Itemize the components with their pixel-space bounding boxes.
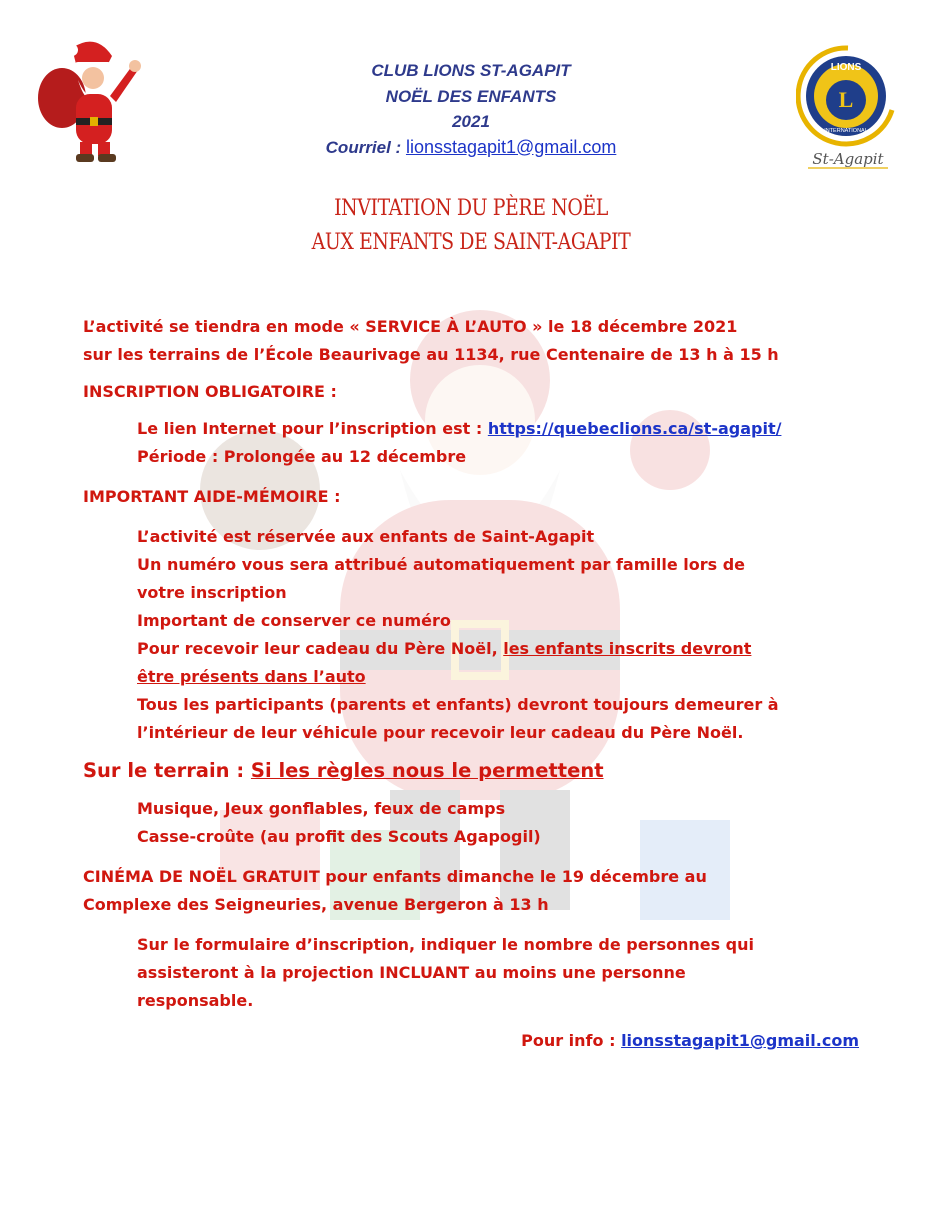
logo-letter: L bbox=[838, 87, 854, 112]
terrain-item-2: Casse-croûte (au profit des Scouts Agapogil) bbox=[137, 827, 541, 846]
santa-claus-icon bbox=[36, 36, 142, 164]
aide-memoire-item-2b: votre inscription bbox=[137, 583, 287, 602]
terrain-heading bbox=[83, 756, 873, 786]
terrain-heading-label: Sur le terrain : bbox=[83, 759, 245, 782]
inscription-link[interactable]: https://quebeclions.ca/st-agapit/ bbox=[487, 419, 782, 438]
inscription-link-label: Le lien Internet pour l’inscription est bbox=[137, 419, 471, 438]
intro-line-2: sur les terrains de l’École Beaurivage au 1134, rue Centenaire de 13 h à 15 h bbox=[83, 345, 779, 364]
cinema-note-1: Sur le formulaire d’inscription, indiquer le nombre de personnes qui bbox=[137, 935, 755, 954]
cinema-line-2: Complexe des Seigneuries, avenue Bergeron à 13 h bbox=[83, 895, 549, 914]
logo-signature: St-Agapit bbox=[812, 150, 884, 168]
cinema-line-1: CINÉMA DE NOËL GRATUIT pour enfants dimanche le 19 décembre au bbox=[83, 867, 707, 886]
terrain-heading-underline: Si les règles nous le permettent bbox=[250, 759, 604, 782]
event-year: 2021 bbox=[452, 112, 490, 131]
footer-email-link[interactable]: lionsstagapit1@gmail.com bbox=[621, 1031, 859, 1050]
aide-memoire-item-5a: Tous les participants (parents et enfants) devront toujours demeurer à bbox=[137, 695, 779, 714]
aide-memoire-heading: IMPORTANT AIDE-MÉMOIRE : bbox=[83, 487, 341, 506]
cinema-note-2: assisteront à la projection INCLUANT au moins une personne bbox=[137, 963, 686, 982]
logo-lions-text: LIONS bbox=[830, 62, 862, 73]
aide-memoire-item-4-underline-2: être présents dans l’auto bbox=[137, 667, 366, 686]
email-label: Courriel : bbox=[325, 137, 402, 157]
aide-memoire-item-4-underline: les enfants inscrits devront bbox=[503, 639, 752, 658]
inscription-link-line bbox=[137, 415, 873, 443]
title-line-1: INVITATION DU PÈRE NOËL bbox=[334, 196, 608, 221]
lions-club-logo bbox=[796, 44, 900, 174]
event-name: NOËL DES ENFANTS bbox=[385, 86, 557, 106]
title-line-2: AUX ENFANTS DE SAINT-AGAPIT bbox=[311, 230, 631, 255]
cinema-note-3: responsable. bbox=[137, 991, 254, 1010]
header-block bbox=[240, 58, 702, 160]
aide-memoire-item-2a: Un numéro vous sera attribué automatiquement par famille lors de bbox=[137, 555, 746, 574]
logo-ring-text: INTERNATIONAL bbox=[824, 128, 868, 134]
aide-memoire-item-3: Important de conserver ce numéro bbox=[137, 611, 451, 630]
aide-memoire-item-4b bbox=[137, 663, 873, 691]
intro-line-1: L’activité se tiendra en mode « SERVICE À L’AUTO » le 18 décembre 2021 bbox=[83, 317, 738, 336]
inscription-periode: Période : Prolongée au 12 décembre bbox=[137, 447, 467, 466]
inscription-link-sep: : bbox=[470, 419, 488, 438]
inscription-heading: INSCRIPTION OBLIGATOIRE : bbox=[83, 382, 337, 401]
header-email-line bbox=[240, 135, 702, 161]
aide-memoire-item-4-pre: Pour recevoir leur cadeau du Père Noël, bbox=[137, 639, 504, 658]
aide-memoire-item-5b: l’intérieur de leur véhicule pour recevoir leur cadeau du Père Noël. bbox=[137, 723, 744, 742]
terrain-item-1: Musique, Jeux gonflables, feux de camps bbox=[137, 799, 506, 818]
footer-info bbox=[83, 1027, 859, 1055]
aide-memoire-item-1: L’activité est réservée aux enfants de Saint-Agapit bbox=[137, 527, 595, 546]
header-email-link[interactable]: lionsstagapit1@gmail.com bbox=[405, 136, 617, 157]
invitation-title bbox=[238, 192, 704, 260]
aide-memoire-item-4 bbox=[137, 635, 873, 663]
flyer-body bbox=[83, 313, 873, 1055]
footer-label: Pour info : bbox=[521, 1031, 616, 1050]
club-name: CLUB LIONS ST-AGAPIT bbox=[371, 61, 571, 80]
